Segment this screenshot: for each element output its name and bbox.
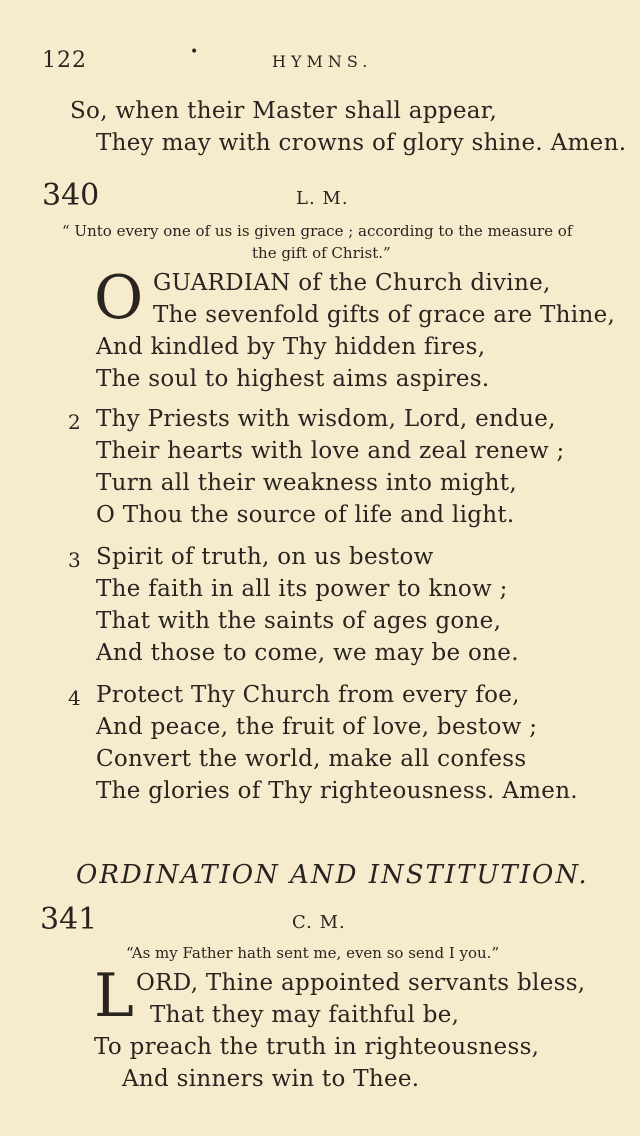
hymn340-s4-line-2: And peace, the fruit of love, bestow ; [96,714,538,740]
hymn340-s1-line-2: The sevenfold gifts of grace are Thine, [153,302,616,328]
section-heading: ORDINATION AND INSTITUTION. [76,860,589,890]
epigraph-340-line-1: “ Unto every one of us is given grace ; according to the measure of [62,222,573,240]
hymn-meter-341: C. M. [292,912,346,933]
hymn340-s3-line-2: The faith in all its power to know ; [96,576,508,602]
hymn340-s1-line-4: The soul to highest aims aspires. [96,366,490,392]
hymn340-s2-line-1: Thy Priests with wisdom, Lord, endue, [96,406,556,432]
hymn340-s1-line-1: GUARDIAN of the Church divine, [153,270,551,296]
page-number: 122 [42,48,87,73]
hymn341-s1-line-3: To preach the truth in righteousness, [94,1034,540,1060]
hymn-number-340: 340 [42,178,100,213]
ink-speck: • [190,44,199,60]
hymn340-s2-line-4: O Thou the source of life and light. [96,502,515,528]
drop-cap-o: O [94,263,144,333]
hymn340-s3-line-3: That with the saints of ages gone, [96,608,502,634]
stanza-number-2: 2 [68,410,81,434]
stanza-number-3: 3 [68,548,81,572]
hymn340-s4-line-4: The glories of Thy righteousness. Amen. [96,778,578,804]
epigraph-340-line-2: the gift of Christ.” [252,244,391,262]
hymn340-s4-line-3: Convert the world, make all confess [96,746,527,772]
continued-line-1: So, when their Master shall appear, [70,98,498,124]
drop-cap-l: L [94,961,134,1031]
hymn-meter-340: L. M. [296,188,349,209]
hymn340-s2-line-2: Their hearts with love and zeal renew ; [96,438,565,464]
epigraph-341: “As my Father hath sent me, even so send I you.” [126,944,500,962]
stanza-number-4: 4 [68,686,81,710]
running-title: HYMNS. [272,52,373,71]
hymn340-s2-line-3: Turn all their weakness into might, [96,470,517,496]
hymn-number-341: 341 [40,902,98,937]
continued-line-2: They may with crowns of glory shine. Amen. [96,130,627,156]
hymn341-s1-line-1: ORD, Thine appointed servants bless, [136,970,586,996]
hymn340-s3-line-4: And those to come, we may be one. [96,640,519,666]
hymn340-s3-line-1: Spirit of truth, on us bestow [96,544,434,570]
hymn340-s1-line-3: And kindled by Thy hidden fires, [96,334,486,360]
hymn341-s1-line-2: That they may faithful be, [150,1002,460,1028]
hymn341-s1-line-4: And sinners win to Thee. [122,1066,420,1092]
hymn340-s4-line-1: Protect Thy Church from every foe, [96,682,520,708]
